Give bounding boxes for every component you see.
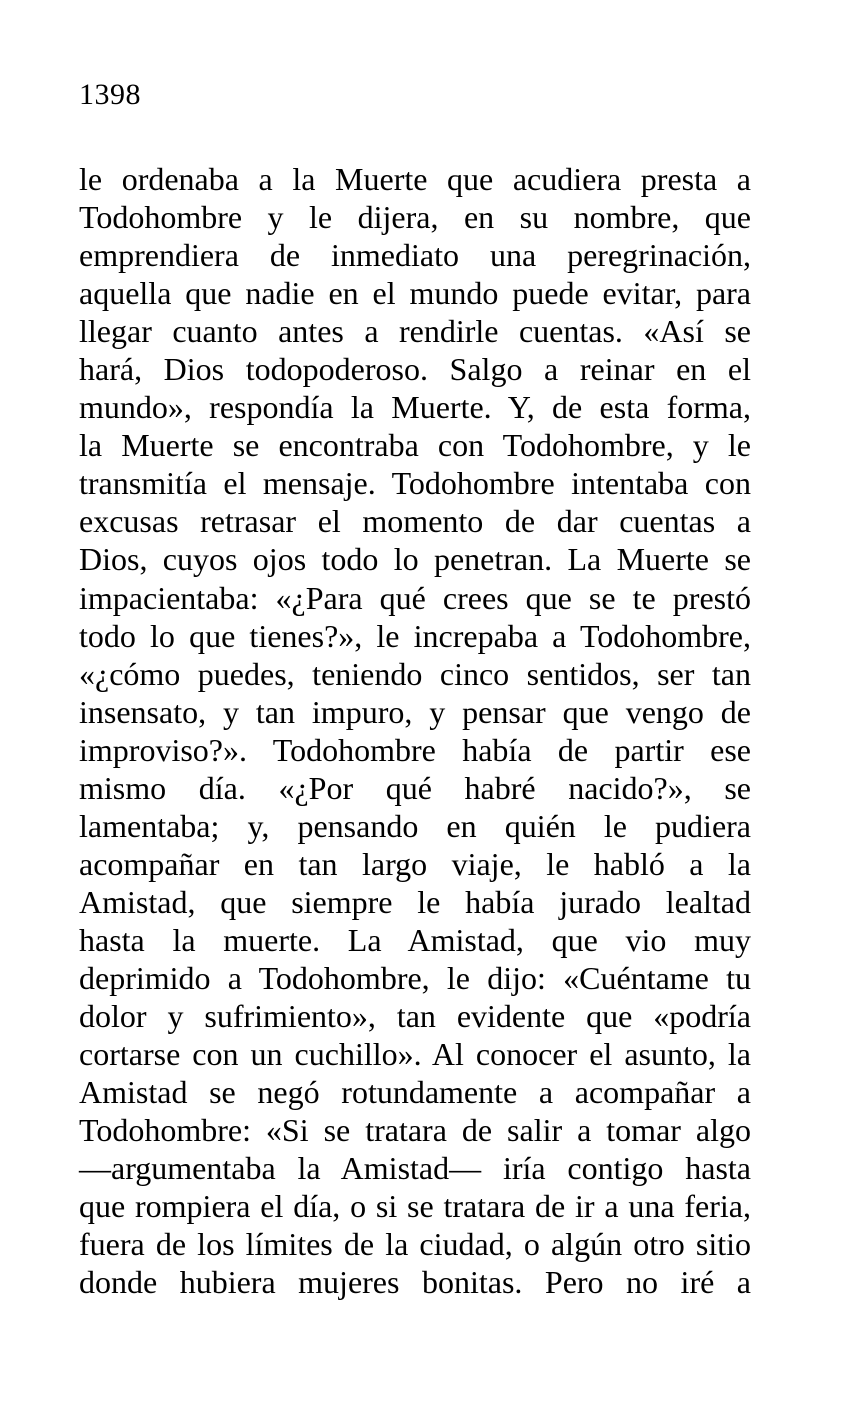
text-line: aquella que nadie en el mundo puede evitar, para xyxy=(79,275,751,312)
text-line: improviso?». Todohombre había de partir ese xyxy=(79,731,751,768)
text-line: impacientaba: «¿Para qué crees que se te prestó xyxy=(79,579,751,616)
text-line: Dios, cuyos ojos todo lo penetran. La Muerte se xyxy=(79,541,751,578)
text-line: que rompiera el día, o si se tratara de ir a una feria, xyxy=(79,1188,751,1225)
text-line: donde hubiera mujeres bonitas. Pero no iré a xyxy=(79,1264,751,1301)
text-line: hasta la muerte. La Amistad, que vio muy xyxy=(79,921,751,958)
text-line: llegar cuanto antes a rendirle cuentas. «Así se xyxy=(79,313,751,350)
text-line: deprimido a Todohombre, le dijo: «Cuéntame tu xyxy=(79,959,751,996)
text-line: fuera de los límites de la ciudad, o algún otro sitio xyxy=(79,1226,751,1263)
text-line: dolor y sufrimiento», tan evidente que «podría xyxy=(79,998,751,1035)
text-line: —argumentaba la Amistad— iría contigo hasta xyxy=(79,1150,751,1187)
text-line: todo lo que tienes?», le increpaba a Todohombre, xyxy=(79,617,751,654)
text-line: Todohombre y le dijera, en su nombre, que xyxy=(79,199,751,236)
text-line: Amistad, que siempre le había jurado lealtad xyxy=(79,883,751,920)
text-line: insensato, y tan impuro, y pensar que vengo de xyxy=(79,693,751,730)
page-number: 1398 xyxy=(79,78,141,111)
text-line: la Muerte se encontraba con Todohombre, y le xyxy=(79,427,751,464)
text-line: mismo día. «¿Por qué habré nacido?», se xyxy=(79,769,751,806)
text-line: emprendiera de inmediato una peregrinación, xyxy=(79,237,751,274)
body-text-block xyxy=(79,160,751,1301)
text-line: acompañar en tan largo viaje, le habló a la xyxy=(79,845,751,882)
text-line: Amistad se negó rotundamente a acompañar a xyxy=(79,1074,751,1111)
text-line: hará, Dios todopoderoso. Salgo a reinar en el xyxy=(79,351,751,388)
text-line: lamentaba; y, pensando en quién le pudiera xyxy=(79,807,751,844)
text-line: transmitía el mensaje. Todohombre intentaba con xyxy=(79,465,751,502)
text-line: Todohombre: «Si se tratara de salir a tomar algo xyxy=(79,1112,751,1149)
text-line: mundo», respondía la Muerte. Y, de esta forma, xyxy=(79,389,751,426)
text-line: «¿cómo puedes, teniendo cinco sentidos, ser tan xyxy=(79,655,751,692)
text-line: cortarse con un cuchillo». Al conocer el asunto, la xyxy=(79,1036,751,1073)
text-line: excusas retrasar el momento de dar cuentas a xyxy=(79,503,751,540)
text-line: le ordenaba a la Muerte que acudiera presta a xyxy=(79,161,751,197)
